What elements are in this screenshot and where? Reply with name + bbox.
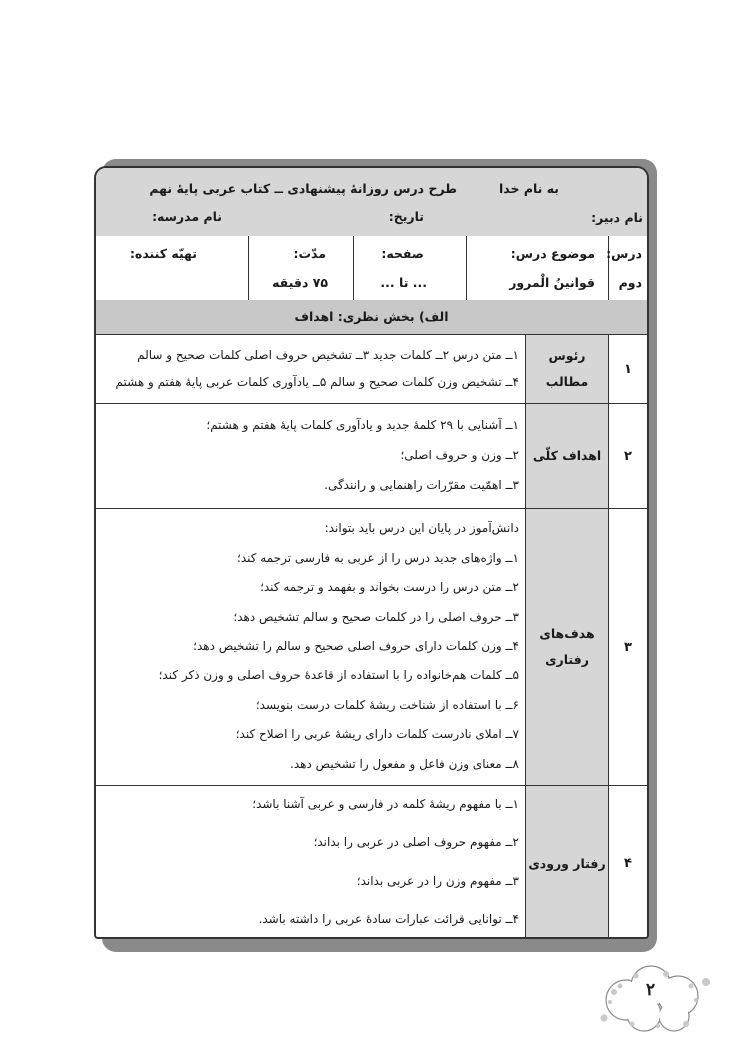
list-item: ۱ــ با مفهوم ریشهٔ کلمه در فارسی و عربی آشنا باشد؛ (252, 797, 519, 811)
list-item: ۴ــ توانایی قرائت عبارات سادهٔ عربی را داشته باشد. (258, 912, 519, 926)
table-row (96, 786, 647, 939)
page-number: ۲ (646, 980, 656, 1000)
list-item: ۸ــ معنای وزن فاعل و مفعول را تشخیص دهد. (290, 757, 519, 771)
cloud-flower-decoration-icon (596, 962, 716, 1034)
teacher-name-label: نام دبیر: (591, 210, 643, 225)
list-item: ۱ــ واژه‌های جدید درس را از عربی به فارسی ترجمه کند؛ (237, 551, 519, 565)
row-content (109, 335, 519, 403)
topic-value: قوانینُ الْمرور (509, 275, 595, 290)
lesson-plan-table (94, 166, 649, 939)
list-item: دانش‌آموز در پایان این درس باید بتواند: (324, 521, 519, 535)
duration-label: مدّت: (293, 246, 326, 261)
topic-label: موضوع درس: (510, 246, 595, 261)
list-item: ۲ــ مفهوم حروف اصلی در عربی را بداند؛ (313, 835, 519, 849)
table-row (96, 509, 647, 786)
row-number: ۳ (608, 509, 647, 785)
list-item: ۲ــ وزن و حروف اصلی؛ (400, 448, 519, 462)
list-item: ۱ــ متن درس ۲ــ کلمات جدید ۳ــ تشخیص حروف اصلی کلمات صحیح و سالم (137, 348, 519, 362)
list-item: ۲ــ متن درس را درست بخواند و بفهمد و ترجمه کند؛ (260, 580, 519, 594)
row-title-line: هدف‌های (539, 626, 595, 641)
row-number: ۱ (608, 335, 647, 403)
row-title-line: رفتاری (545, 652, 589, 667)
lesson-info-row (96, 236, 647, 301)
list-item: ۳ــ اهمّیت مقرّرات راهنمایی و رانندگی. (324, 478, 519, 492)
section-title: الف) بخش نظری: اهداف (96, 300, 647, 335)
table-row (96, 335, 647, 404)
bismillah: به نام خدا (498, 181, 559, 196)
table-row (96, 404, 647, 509)
duration-value: ۷۵ دقیقه (272, 275, 328, 290)
header-block (96, 168, 647, 237)
author-label: تهیّه کننده: (129, 246, 197, 261)
row-title (525, 509, 608, 785)
row-title: رئوس مطالب (525, 335, 608, 403)
row-title: اهداف کلّی (525, 404, 608, 508)
page-range-label: صفحه: (381, 246, 424, 261)
row-content (109, 404, 519, 508)
list-item: ۵ــ کلمات هم‌خانواده را با استفاده از قاعدهٔ حروف اصلی و وزن ذکر کند؛ (158, 668, 519, 682)
list-item: ۱ــ آشنایی با ۲۹ کلمهٔ جدید و یادآوری کلمات پایهٔ هفتم و هشتم؛ (206, 418, 519, 432)
list-item: ۴ــ تشخیص وزن کلمات صحیح و سالم ۵ــ یادآوری کلمات عربی پایهٔ هفتم و هشتم (115, 375, 519, 389)
list-item: ۳ــ مفهوم وزن را در عربی بداند؛ (356, 874, 519, 888)
page-title: طرح درس روزانهٔ پیشنهادی ــ کتاب عربی پایهٔ نهم (149, 181, 457, 196)
lesson-value: دوم (618, 275, 642, 290)
row-content (109, 509, 519, 785)
list-item: ۷ــ املای نادرست کلمات دارای ریشهٔ عربی را اصلاح کند؛ (235, 727, 519, 741)
row-number: ۴ (608, 786, 647, 939)
list-item: ۶ــ با استفاده از شناخت ریشهٔ کلمات درست بنویسد؛ (255, 698, 519, 712)
row-number: ۲ (608, 404, 647, 508)
row-content (109, 786, 519, 939)
list-item: ۳ــ حروف اصلی را در کلمات صحیح و سالم تشخیص دهد؛ (233, 610, 519, 624)
list-item: ۴ــ وزن کلمات دارای حروف اصلی صحیح و سالم را تشخیص دهد؛ (193, 639, 519, 653)
date-label: تاریخ: (388, 209, 424, 224)
school-name-label: نام مدرسه: (152, 209, 222, 224)
row-title: رفتار ورودی (525, 786, 608, 939)
page-range-value: ... تا ... (380, 275, 427, 290)
lesson-label: درس: (606, 246, 642, 261)
